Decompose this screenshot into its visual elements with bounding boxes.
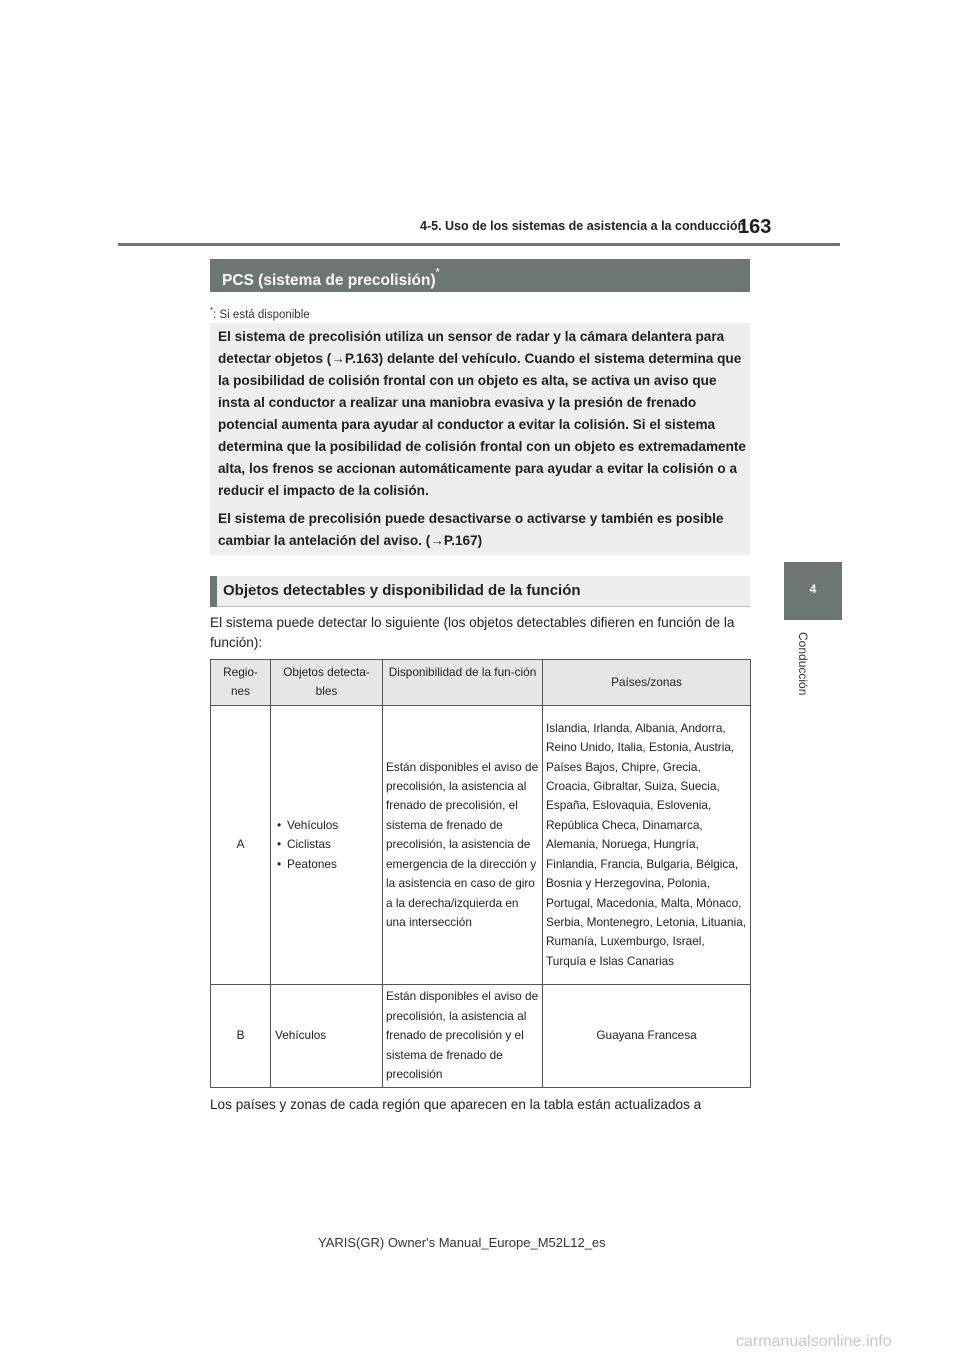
footnote-text: : Si está disponible <box>213 308 310 321</box>
region-cell: A <box>211 706 271 985</box>
header-regions: Regio-nes <box>211 660 271 706</box>
intro-paragraph-1: El sistema de precolisión utiliza un sensor de radar y la cámara delantera para detectar objetos (→P.163) delante del vehículo. Cuando el sistema determina que la posibilidad de colisión frontal con un objeto es alta, se activa un aviso que insta al conductor a realizar una maniobra evasiva y la presión de frenado potencial aumenta para ayudar al conductor a evitar la colisión. Si el sistema determina que la posibilidad de colisión frontal con un objeto es extremadamente alta, los frenos se accionan automáticamente para ayudar a evitar la colisión o a reducir el impacto de la colisión. <box>218 329 746 498</box>
objects-heading: Objetos detectables y disponibilidad de la función <box>223 582 581 599</box>
page-number: 163 <box>738 216 772 238</box>
site-watermark: carmanualsonline.info <box>736 1333 892 1350</box>
table-header-row <box>211 660 751 706</box>
pcs-heading-text: PCS (sistema de precolisión) <box>222 272 436 290</box>
region-cell: B <box>211 985 271 1088</box>
table-row <box>211 985 751 1088</box>
pcs-heading <box>222 259 722 292</box>
table-row <box>211 706 751 985</box>
detection-table-grid <box>210 659 751 1088</box>
chapter-tab-label-text: Conducción <box>796 632 810 696</box>
chapter-tab-label <box>796 632 810 706</box>
objects-heading-accent <box>210 576 217 607</box>
objects-list <box>275 816 378 874</box>
trailing-text: Los países y zonas de cada región que aparecen en la tabla están actualizados a <box>210 1097 702 1112</box>
availability-cell: Están disponibles el aviso de precolisión, la asistencia al frenado de precolisión, el sistema de frenado de precolisión, la asistencia de emergencia de la dirección y la asistencia en caso de giro a la derecha/izquierda en una intersección <box>383 706 543 985</box>
objects-cell <box>271 706 383 985</box>
header-rule <box>118 243 840 246</box>
objects-cell: Vehículos <box>271 985 383 1088</box>
pcs-heading-mark: * <box>435 267 440 278</box>
detection-table <box>210 659 750 1085</box>
countries-cell: Islandia, Irlanda, Albania, Andorra, Reino Unido, Italia, Estonia, Austria, Países Bajos, Chipre, Grecia, Croacia, Gibraltar, Suiza, Suecia, España, Eslovaquia, Eslovenia, República Checa, Dinamarca, Alemania, Noruega, Hungría, Finlandia, Francia, Bulgaria, Bélgica, Bosnia y Herzegovina, Polonia, Portugal, Macedonia, Malta, Mónaco, Serbia, Montenegro, Letonia, Lituania, Rumanía, Luxemburgo, Israel, Turquía e Islas Canarias <box>543 706 751 985</box>
list-item: • Peatones <box>275 855 378 874</box>
header-objects: Objetos detecta-bles <box>271 660 383 706</box>
list-item: • Ciclistas <box>275 835 378 854</box>
availability-cell: Están disponibles el aviso de precolisión, la asistencia al frenado de precolisión y el sistema de frenado de precolisión <box>383 985 543 1088</box>
availability-footnote <box>210 302 510 320</box>
list-item: • Vehículos <box>275 816 378 835</box>
chapter-tab-number: 4 <box>809 582 817 596</box>
intro-text <box>218 326 746 552</box>
header-availability: Disponibilidad de la fun-ción <box>383 660 543 706</box>
section-header: 4-5. Uso de los sistemas de asistencia a la conducción <box>420 219 746 233</box>
header-countries: Países/zonas <box>543 660 751 706</box>
footnote-mark: * <box>210 306 214 315</box>
countries-cell: Guayana Francesa <box>543 985 751 1088</box>
objects-body-text: El sistema puede detectar lo siguiente (los objetos detectables difieren en función de la función): <box>210 615 735 650</box>
manual-footer: YARIS(GR) Owner's Manual_Europe_M52L12_es <box>318 1235 606 1250</box>
intro-paragraph-2: El sistema de precolisión puede desactivarse o activarse y también es posible cambiar la antelación del aviso. (→P.167) <box>218 511 724 548</box>
